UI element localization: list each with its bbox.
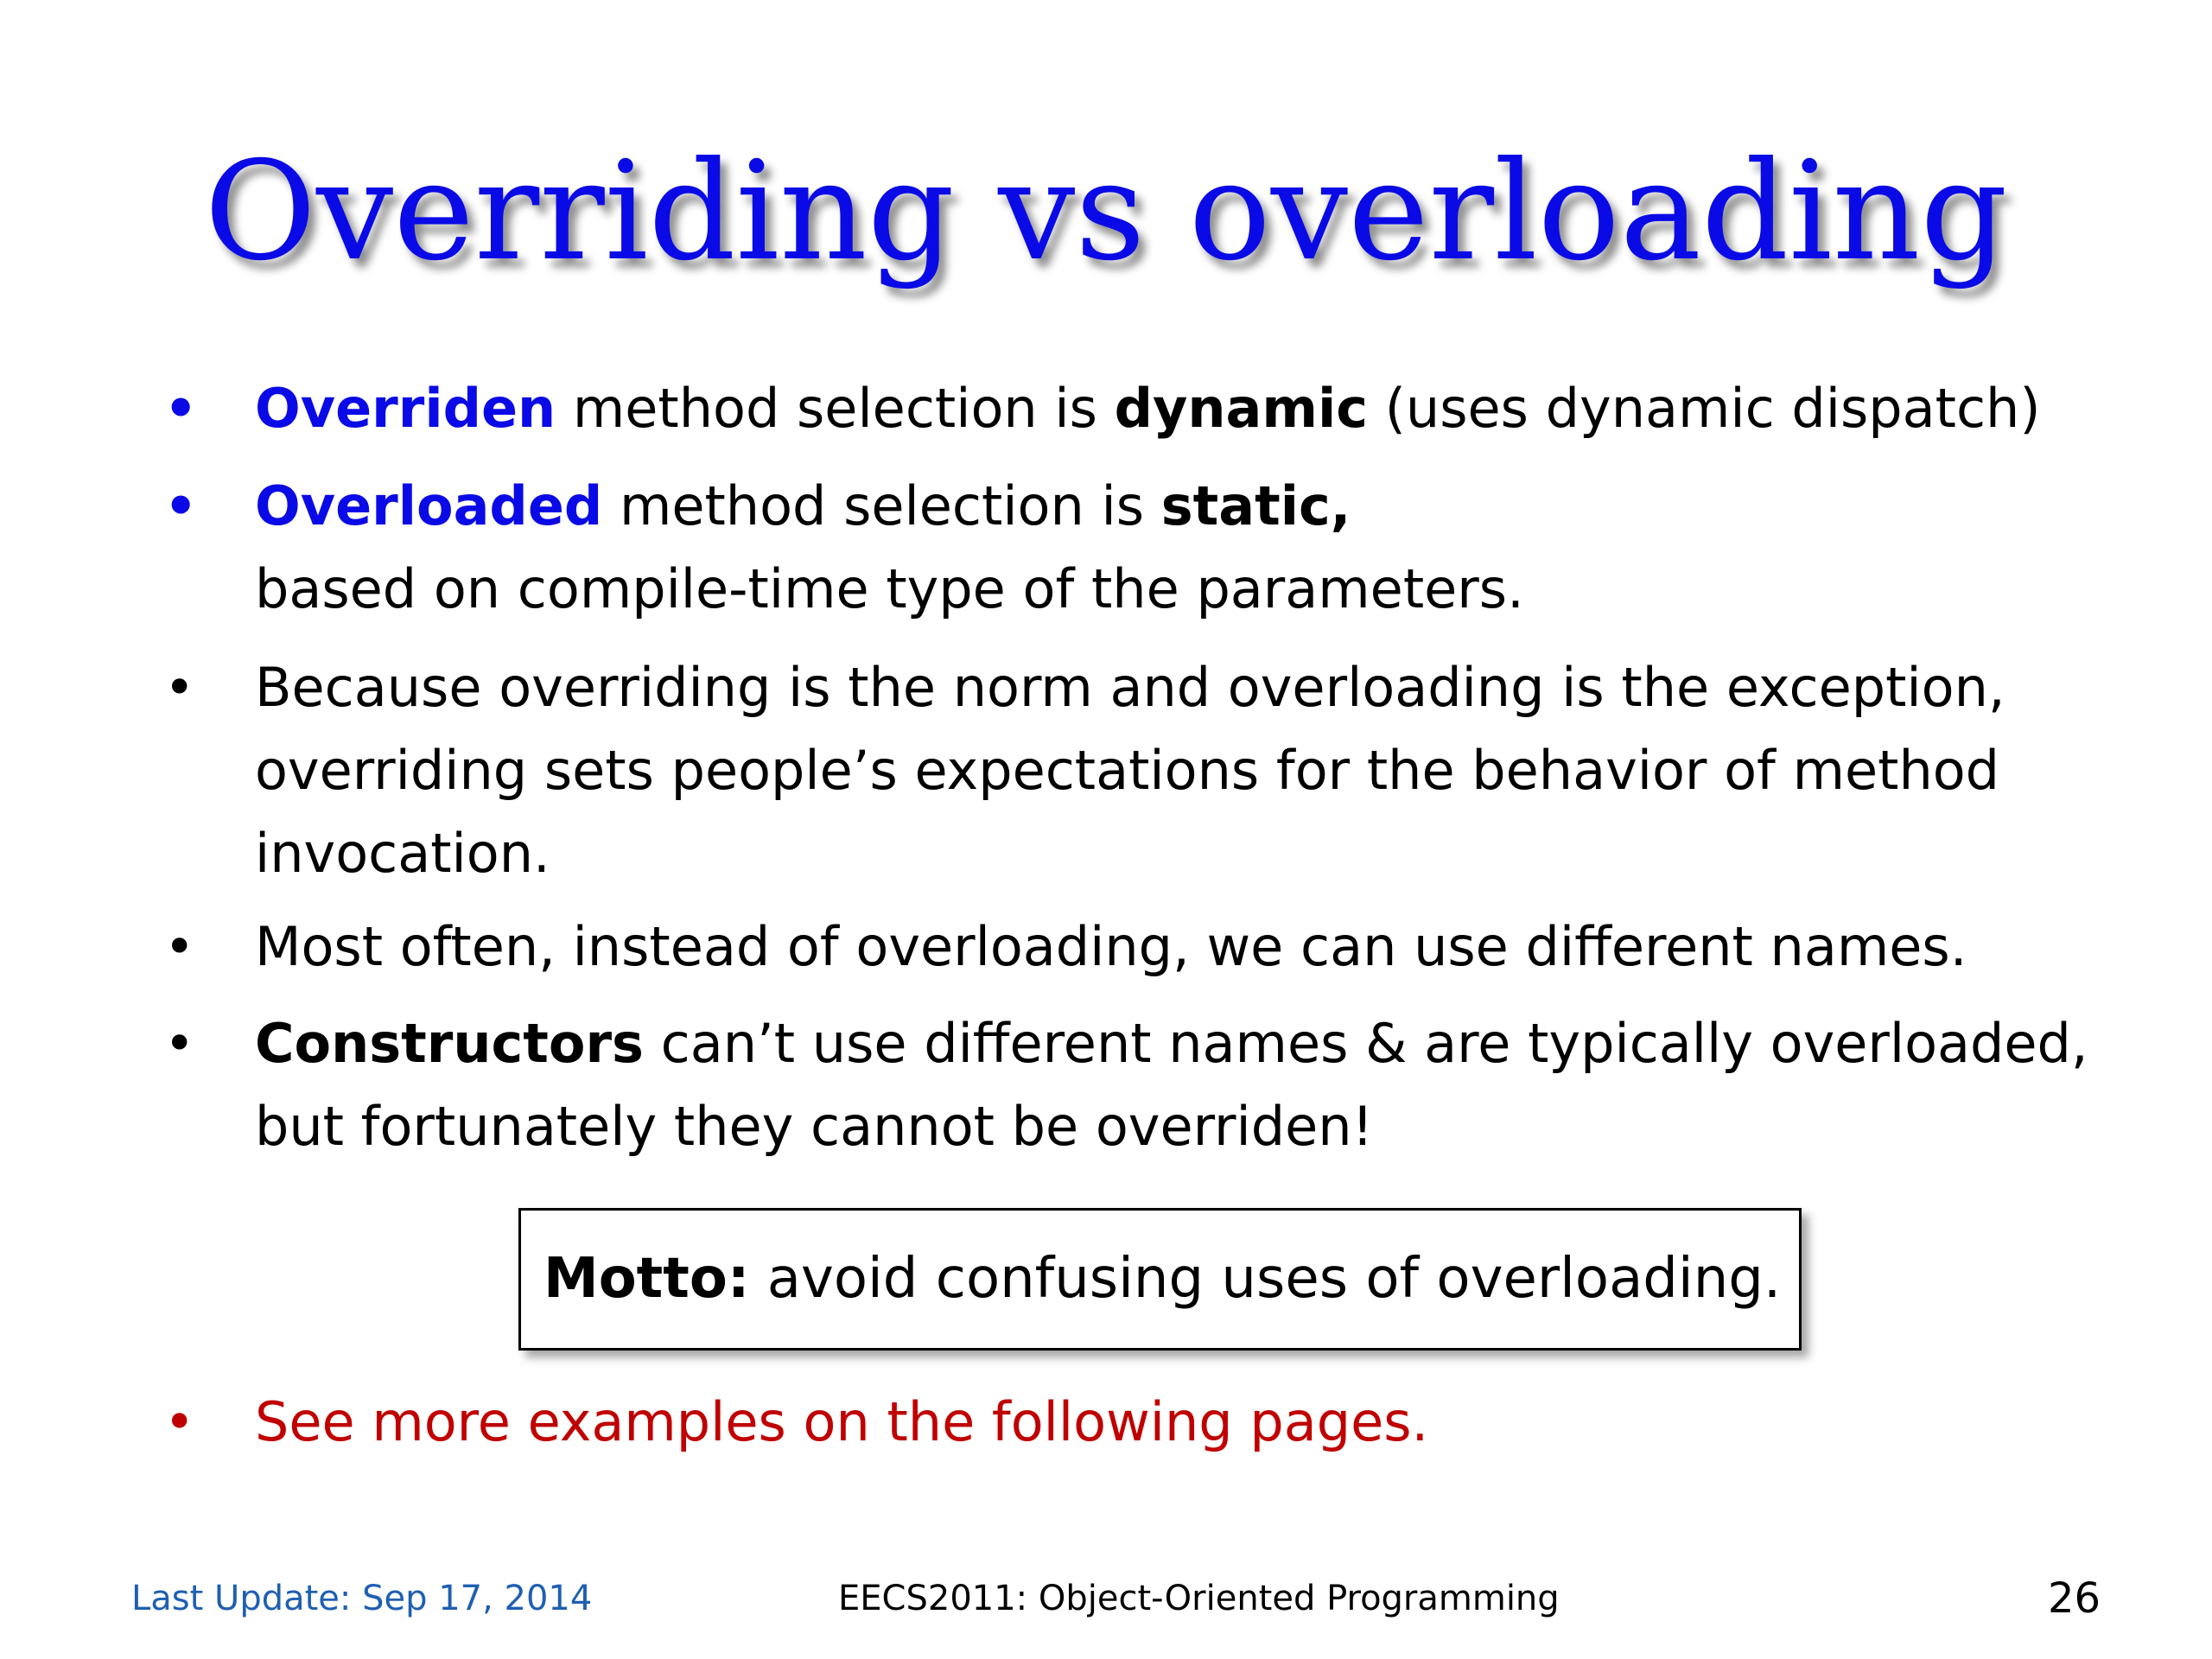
bullet-line: invocation. <box>255 822 550 885</box>
keyword-dynamic: dynamic <box>1114 377 1369 440</box>
bullet-continuation: based on compile-time type of the parameters. <box>255 557 1524 620</box>
bullet-see-more <box>164 1381 2113 1464</box>
footer-course-title: EECS2011: Object-Oriented Programming <box>838 1579 1560 1618</box>
bullet-constructors <box>164 1002 2113 1168</box>
bullet-line: overriding sets people’s expectations for the behavior of method <box>255 739 2000 802</box>
motto-label: Motto: <box>543 1247 750 1311</box>
motto-text: avoid confusing uses of overloading. <box>749 1247 1782 1311</box>
bullet-dot: • <box>164 1392 195 1452</box>
bullet-dot: • <box>164 476 198 537</box>
bullet-line: Most often, instead of overloading, we can use different names. <box>255 915 1967 978</box>
bullet-dot: • <box>164 658 195 718</box>
bullet-overloaded <box>164 465 2113 631</box>
bullet-line: Because overriding is the norm and overloading is the exception, <box>255 656 2005 719</box>
keyword-constructors: Constructors <box>255 1012 644 1075</box>
bullet-dot: • <box>164 917 195 977</box>
motto-box <box>518 1208 1802 1351</box>
bullet-norm-exception <box>164 646 2113 895</box>
keyword-overloaded: Overloaded <box>255 474 603 537</box>
slide-title: Overriding vs overloading <box>204 132 2008 291</box>
keyword-static: static, <box>1160 474 1351 537</box>
bullet-text: (uses dynamic dispatch) <box>1368 377 2041 440</box>
bullet-dot: • <box>164 378 198 439</box>
bullet-text: method selection is <box>602 474 1161 537</box>
footer-page-number: 26 <box>2048 1574 2101 1623</box>
bullet-dot: • <box>164 1014 195 1074</box>
bullet-text: method selection is <box>556 377 1115 440</box>
keyword-overriden: Overriden <box>255 377 556 440</box>
footer-last-update: Last Update: Sep 17, 2014 <box>131 1579 593 1618</box>
bullet-overriden <box>164 367 2113 450</box>
bullet-text: can’t use different names & are typically overloaded, <box>643 1012 2088 1075</box>
bullet-different-names <box>164 906 2113 988</box>
bullet-continuation: but fortunately they cannot be overriden! <box>255 1095 1374 1158</box>
bullet-line: See more examples on the following pages. <box>255 1390 1429 1453</box>
